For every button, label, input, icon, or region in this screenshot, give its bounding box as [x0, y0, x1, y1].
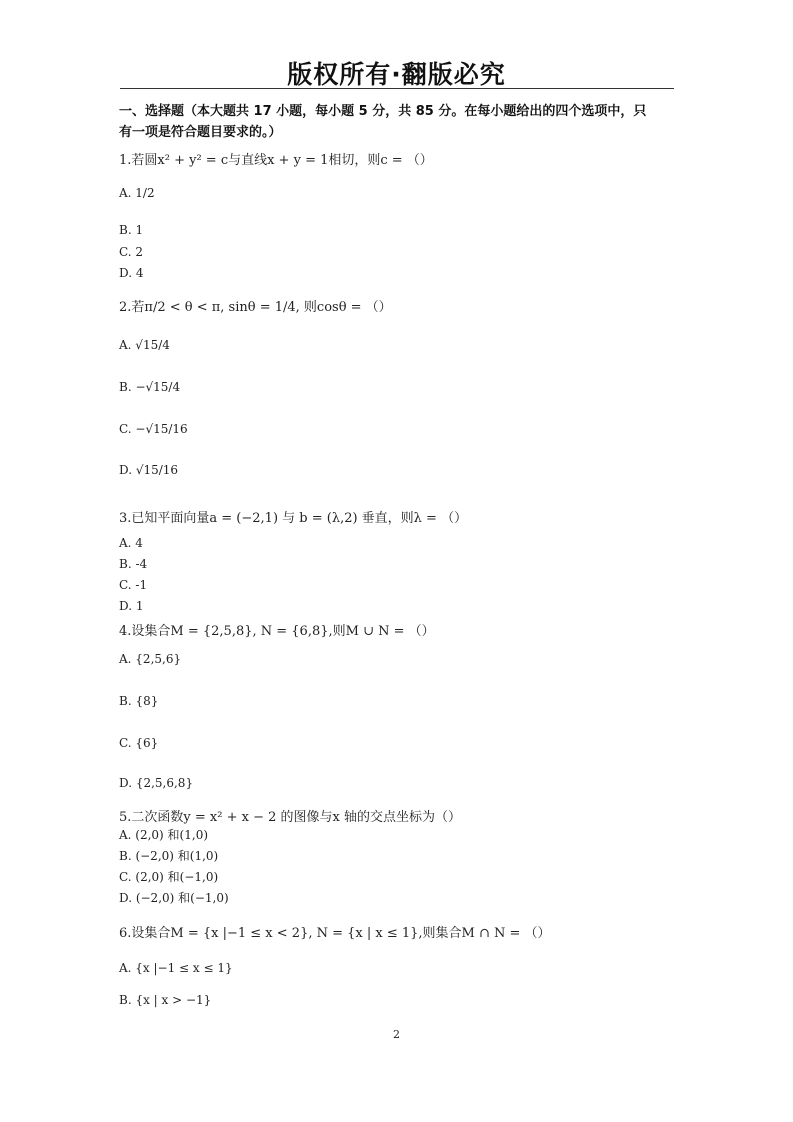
option-3a: A. 4	[119, 536, 143, 550]
question-2: 2.若π/2 < θ < π, sinθ = 1/4, 则cosθ = （）	[119, 300, 392, 315]
option-3d: D. 1	[119, 599, 144, 613]
option-4b: B. {8}	[119, 694, 159, 708]
option-4d: D. {2,5,6,8}	[119, 776, 194, 790]
option-5b: B. (−2,0) 和(1,0)	[119, 849, 219, 863]
question-3: 3.已知平面向量a = (−2,1) 与 b = (λ,2) 垂直，则λ = （）	[119, 511, 468, 526]
option-6a: A. {x |−1 ≤ x ≤ 1}	[119, 961, 233, 975]
section-heading-line2: 有一项是符合题目要求的。）	[119, 125, 282, 140]
option-4c: C. {6}	[119, 736, 159, 750]
title-divider	[120, 88, 674, 89]
option-3c: C. -1	[119, 578, 148, 592]
question-1-text: 1.若圆x² + y² = c与直线x + y = 1相切，则c = （）	[119, 153, 433, 168]
question-6: 6.设集合M = {x |−1 ≤ x < 2}, N = {x | x ≤ 1},则集合M ∩ N = （）	[119, 926, 551, 941]
option-2a: A. √15/4	[119, 338, 170, 352]
option-2d: D. √15/16	[119, 463, 179, 477]
section-heading-line1: 一、选择题（本大题共 17 小题，每小题 5 分，共 85 分。在每小题给出的四个选项中，只	[119, 104, 647, 119]
option-1c: C. 2	[119, 245, 144, 259]
option-1a	[119, 186, 155, 200]
page-number: 2	[393, 1028, 400, 1041]
option-1a-label: A. 1/2	[119, 186, 155, 200]
option-6b: B. {x | x > −1}	[119, 993, 212, 1007]
option-3b: B. -4	[119, 557, 148, 571]
option-4a: A. {2,5,6}	[119, 652, 182, 666]
option-5c: C. (2,0) 和(−1,0)	[119, 870, 219, 884]
option-5a: A. (2,0) 和(1,0)	[119, 828, 209, 842]
page-title: 版权所有·翻版必究	[287, 60, 506, 89]
option-2b: B. −√15/4	[119, 380, 181, 394]
question-1	[119, 149, 433, 168]
question-5: 5.二次函数y = x² + x − 2 的图像与x 轴的交点坐标为（）	[119, 810, 461, 825]
option-1d: D. 4	[119, 266, 144, 280]
option-5d: D. (−2,0) 和(−1,0)	[119, 891, 229, 905]
option-2c: C. −√15/16	[119, 422, 188, 436]
question-4: 4.设集合M = {2,5,8}, N = {6,8},则M ∪ N = （）	[119, 624, 435, 639]
option-1b: B. 1	[119, 223, 144, 237]
